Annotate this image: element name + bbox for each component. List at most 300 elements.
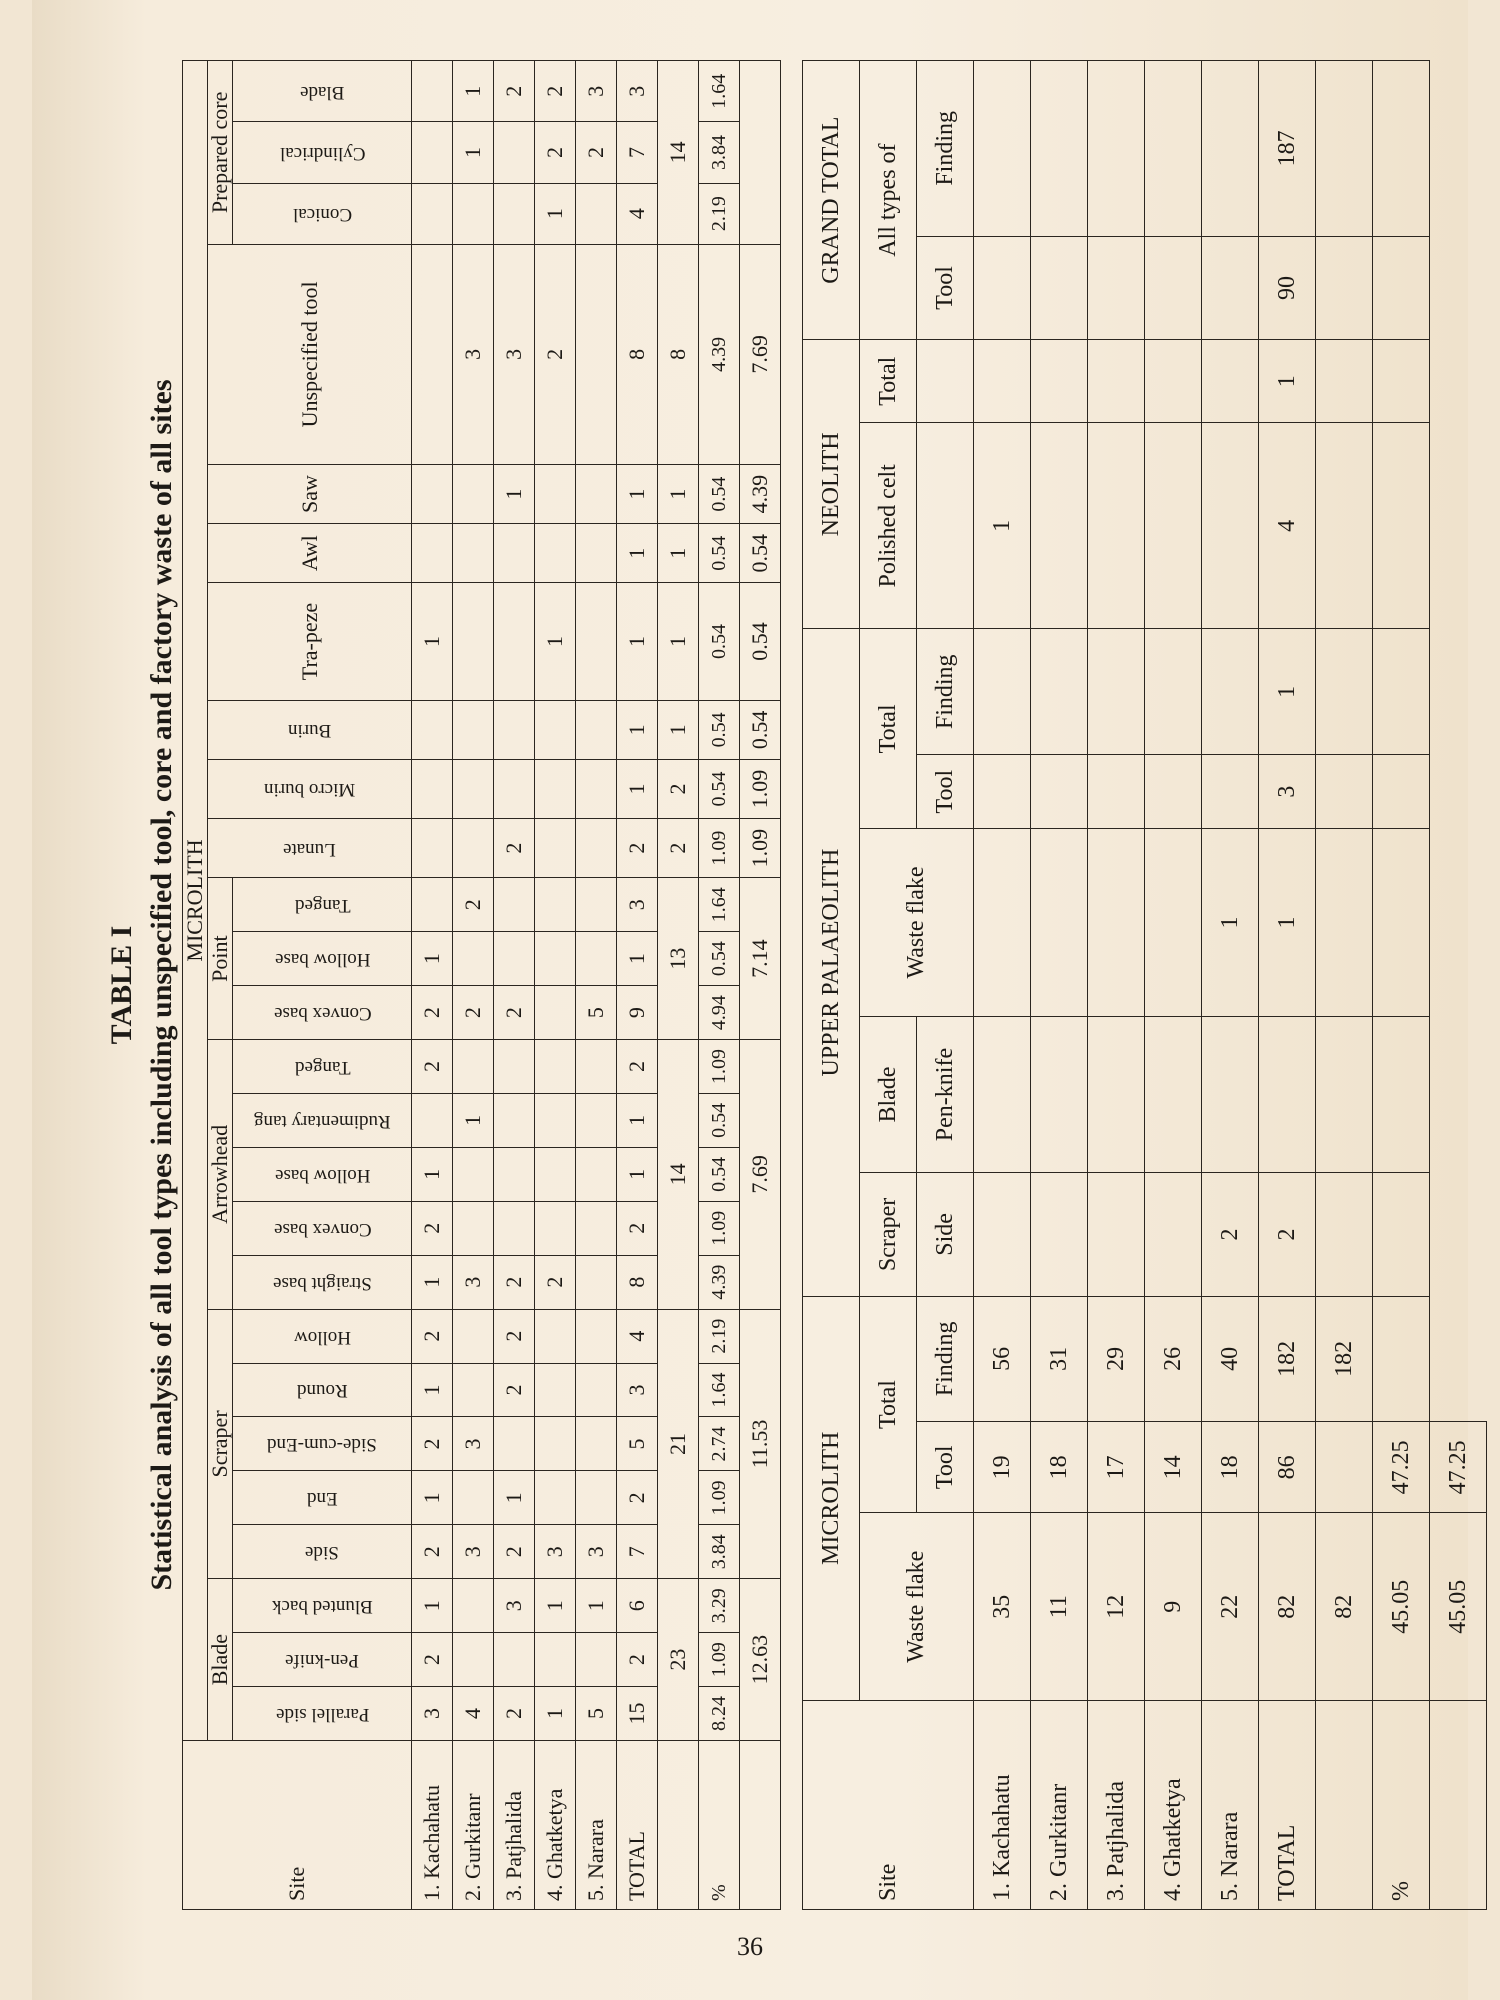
table-cell: 1 xyxy=(576,1579,617,1633)
table-cell: 2.19 xyxy=(699,183,740,244)
group-percent-cell: 0.54 xyxy=(740,700,781,759)
point-group-header: Point xyxy=(208,878,233,1040)
total-header-3: Total xyxy=(860,340,917,423)
table-cell: 1 xyxy=(412,932,453,986)
grand-total-header: GRAND TOTAL xyxy=(803,61,860,340)
table-cell: 15 xyxy=(617,1687,658,1741)
table-cell xyxy=(1316,340,1373,423)
table-cell xyxy=(1373,1173,1430,1296)
table-cell: 1 xyxy=(1259,629,1316,755)
table-cell xyxy=(494,1040,535,1094)
table-cell: 1 xyxy=(412,1471,453,1525)
site-label: 2. Gurkitanr xyxy=(1031,1701,1088,1910)
table-cell xyxy=(1031,755,1088,829)
table-cell: 3 xyxy=(576,61,617,122)
table-cell: 1 xyxy=(535,183,576,244)
summary-percent-row-2 xyxy=(1430,61,1487,1910)
table-title xyxy=(102,60,182,1910)
table-cell xyxy=(974,340,1031,423)
table-cell xyxy=(1373,61,1430,237)
table-cell: 4 xyxy=(453,1687,494,1741)
group-percent-cell: 7.69 xyxy=(740,244,781,464)
table-cell: 2 xyxy=(617,1633,658,1687)
table-cell: 2 xyxy=(535,61,576,122)
table-cell xyxy=(1316,236,1373,340)
table-cell xyxy=(576,819,617,878)
table-cell: 2 xyxy=(412,1040,453,1094)
table-cell: 2 xyxy=(494,819,535,878)
table-cell xyxy=(412,759,453,818)
table-cell xyxy=(1031,629,1088,755)
table-cell: 82 xyxy=(1316,1513,1373,1701)
table-cell: 3 xyxy=(617,878,658,932)
table-number: TABLE I xyxy=(105,925,138,1045)
table-cell xyxy=(576,464,617,523)
group-total-cell: 1 xyxy=(658,464,699,523)
table-cell: 1 xyxy=(617,524,658,583)
table-cell: 2 xyxy=(494,1525,535,1579)
table-cell: 86 xyxy=(1259,1422,1316,1513)
table-cell xyxy=(1316,629,1373,755)
table-cell xyxy=(453,932,494,986)
table-row xyxy=(494,61,535,1910)
site-label xyxy=(1316,1701,1373,1910)
table-cell: 8 xyxy=(617,1255,658,1309)
lunate-header: Lunate xyxy=(208,819,412,878)
table-cell xyxy=(494,122,535,183)
table-cell xyxy=(1031,340,1088,423)
table-cell xyxy=(1145,629,1202,755)
table-cell xyxy=(1202,1016,1259,1173)
polished-celt-header: Polished celt xyxy=(860,423,917,629)
col-header-11: Rudimentary tang xyxy=(233,1093,412,1147)
table-cell: 4 xyxy=(1259,423,1316,629)
table-cell: 1.09 xyxy=(699,819,740,878)
table-cell xyxy=(1088,755,1145,829)
table-cell xyxy=(1031,1173,1088,1296)
table-cell xyxy=(1145,340,1202,423)
group-percent-cell xyxy=(740,61,781,245)
table-cell xyxy=(453,819,494,878)
table-cell: 3.29 xyxy=(699,1579,740,1633)
group-total-cell: 23 xyxy=(658,1579,699,1741)
table-cell: 1.09 xyxy=(699,1471,740,1525)
table-cell xyxy=(1373,236,1430,340)
table-cell xyxy=(453,464,494,523)
table-cell: 1 xyxy=(1259,829,1316,1017)
table-cell xyxy=(535,1471,576,1525)
site-label: 1. Kachahatu xyxy=(412,1741,453,1910)
group-total-cell: 13 xyxy=(658,878,699,1040)
table-cell: 26 xyxy=(1145,1296,1202,1422)
table-cell: 1 xyxy=(617,700,658,759)
table-cell xyxy=(535,1633,576,1687)
summary-table xyxy=(802,60,1487,1910)
table-cell xyxy=(453,1363,494,1417)
tool-types-table xyxy=(182,60,781,1910)
page-number: 36 xyxy=(737,1932,763,1961)
col-header-13: Convex base xyxy=(233,986,412,1040)
table-cell xyxy=(1202,340,1259,423)
table-cell: 0.54 xyxy=(699,1147,740,1201)
table-cell xyxy=(535,700,576,759)
table-cell xyxy=(1031,236,1088,340)
table-cell xyxy=(974,829,1031,1017)
table-cell xyxy=(576,759,617,818)
finding-header-4: Finding xyxy=(917,61,974,237)
table-cell xyxy=(1088,1173,1145,1296)
saw-header: Saw xyxy=(208,464,412,523)
table-cell xyxy=(1202,629,1259,755)
site-label: 3. Patjhalida xyxy=(1088,1701,1145,1910)
table-cell xyxy=(1316,61,1373,237)
table-cell xyxy=(576,244,617,464)
prepared-core-header: Prepared core xyxy=(208,61,233,245)
table-cell xyxy=(494,183,535,244)
table-cell: 82 xyxy=(1259,1513,1316,1701)
table-cell: 1.64 xyxy=(699,1363,740,1417)
trapeze-header: Tra-peze xyxy=(208,583,412,700)
table-cell: 14 xyxy=(1145,1422,1202,1513)
table-cell: 2 xyxy=(1202,1173,1259,1296)
table-cell: 2 xyxy=(412,1417,453,1471)
waste-flake-header: Waste flake xyxy=(860,1513,974,1701)
table-cell xyxy=(974,1173,1031,1296)
table-cell xyxy=(412,122,453,183)
table-cell: 2 xyxy=(494,1363,535,1417)
table-cell xyxy=(412,1093,453,1147)
table-cell xyxy=(576,1040,617,1094)
table-cell xyxy=(494,878,535,932)
table-cell xyxy=(1202,236,1259,340)
table-cell xyxy=(535,1309,576,1363)
group-total-cell: 8 xyxy=(658,244,699,464)
table-cell xyxy=(1145,423,1202,629)
table-cell xyxy=(576,878,617,932)
table-cell xyxy=(1316,1016,1373,1173)
table-cell: 3.84 xyxy=(699,122,740,183)
table-cell: 1.64 xyxy=(699,878,740,932)
table-cell: 0.54 xyxy=(699,700,740,759)
table-cell xyxy=(1088,61,1145,237)
table-cell: 2 xyxy=(412,1201,453,1255)
table-cell xyxy=(535,464,576,523)
table-row xyxy=(453,61,494,1910)
table-cell: 1 xyxy=(412,583,453,700)
group-total-cell: 14 xyxy=(658,61,699,245)
table-cell: 3 xyxy=(1259,755,1316,829)
group-total-cell: 21 xyxy=(658,1309,699,1579)
site-label xyxy=(740,1741,781,1910)
table-cell: 18 xyxy=(1202,1422,1259,1513)
table-cell: 47.25 xyxy=(1430,1422,1487,1513)
table-cell xyxy=(1145,61,1202,237)
table-cell xyxy=(453,1040,494,1094)
pen-knife-header: Pen-knife xyxy=(917,1016,974,1173)
table-cell xyxy=(453,1633,494,1687)
table-cell: 2 xyxy=(617,1201,658,1255)
percent-row xyxy=(699,61,740,1910)
table-cell: 7 xyxy=(617,1525,658,1579)
table-cell xyxy=(494,1633,535,1687)
table-cell: 45.05 xyxy=(1373,1513,1430,1701)
table-cell: 1 xyxy=(412,1363,453,1417)
site-label: 3. Patjhalida xyxy=(494,1741,535,1910)
table-cell: 0.54 xyxy=(699,932,740,986)
table-cell: 47.25 xyxy=(1373,1422,1430,1513)
table-cell: 187 xyxy=(1259,61,1316,237)
table-cell xyxy=(453,583,494,700)
table-cell: 1 xyxy=(453,122,494,183)
table-cell xyxy=(453,759,494,818)
table-cell xyxy=(974,629,1031,755)
table-cell xyxy=(535,524,576,583)
table-cell: 7 xyxy=(617,122,658,183)
table-cell: 3 xyxy=(576,1525,617,1579)
site-label: 5. Narara xyxy=(1202,1701,1259,1910)
table-cell: 2 xyxy=(535,122,576,183)
table-cell: 1 xyxy=(494,1471,535,1525)
table-cell: 2 xyxy=(412,1309,453,1363)
table-cell: 4.39 xyxy=(699,1255,740,1309)
table-cell: 0.54 xyxy=(699,583,740,700)
table-cell: 1 xyxy=(535,583,576,700)
table-cell: 2 xyxy=(494,1687,535,1741)
table-cell xyxy=(494,759,535,818)
table-cell: 3 xyxy=(453,1417,494,1471)
table-cell xyxy=(1145,1016,1202,1173)
table-cell xyxy=(1202,755,1259,829)
table-cell: 5 xyxy=(617,1417,658,1471)
side-header: Side xyxy=(917,1173,974,1296)
table-cell xyxy=(576,1363,617,1417)
col-header-14: Hollow base xyxy=(233,932,412,986)
summary-total-row xyxy=(1259,61,1316,1910)
table-cell: 182 xyxy=(1316,1296,1373,1422)
table-cell xyxy=(412,464,453,523)
table-cell: 3 xyxy=(453,244,494,464)
table-cell: 1 xyxy=(617,583,658,700)
table-cell xyxy=(576,183,617,244)
table-cell xyxy=(1316,1422,1373,1513)
table-cell: 1 xyxy=(617,932,658,986)
table-cell xyxy=(576,1417,617,1471)
neolith-header: NEOLITH xyxy=(803,340,860,629)
table-cell xyxy=(576,1309,617,1363)
col-header-8: Straight base xyxy=(233,1255,412,1309)
table-cell xyxy=(453,1201,494,1255)
table-cell xyxy=(1088,629,1145,755)
table-cell: 0.54 xyxy=(699,524,740,583)
table-cell: 1 xyxy=(1259,340,1316,423)
table-row xyxy=(535,61,576,1910)
table-cell: 1 xyxy=(617,1147,658,1201)
table-cell xyxy=(412,878,453,932)
table-cell xyxy=(494,1417,535,1471)
table-cell: 2 xyxy=(494,986,535,1040)
table-cell: 18 xyxy=(1031,1422,1088,1513)
table-cell: 1 xyxy=(535,1687,576,1741)
table-cell: 31 xyxy=(1031,1296,1088,1422)
table-cell: 56 xyxy=(974,1296,1031,1422)
group-total-cell: 2 xyxy=(658,819,699,878)
table-cell: 2 xyxy=(617,1471,658,1525)
table-cell xyxy=(1202,423,1259,629)
table-cell: 40 xyxy=(1202,1296,1259,1422)
arrowhead-group-header: Arrowhead xyxy=(208,1040,233,1310)
table-cell: 2 xyxy=(412,1633,453,1687)
table-cell xyxy=(1088,236,1145,340)
table-cell: 1 xyxy=(974,423,1031,629)
table-cell xyxy=(535,986,576,1040)
col-header-1: Pen-knife xyxy=(233,1633,412,1687)
table-cell xyxy=(535,932,576,986)
table-cell: 3 xyxy=(453,1525,494,1579)
table-cell: 3 xyxy=(494,1579,535,1633)
site-label xyxy=(1430,1701,1487,1910)
summary-row xyxy=(1031,61,1088,1910)
col-header-5: Side-cum-End xyxy=(233,1417,412,1471)
table-cell xyxy=(1031,423,1088,629)
table-cell xyxy=(576,700,617,759)
table-cell xyxy=(1316,755,1373,829)
table-cell xyxy=(576,1255,617,1309)
group-percent-cell: 1.09 xyxy=(740,759,781,818)
table-cell xyxy=(535,819,576,878)
col-header-2: Blunted back xyxy=(233,1579,412,1633)
table-cell: 4.94 xyxy=(699,986,740,1040)
table-cell: 3 xyxy=(617,1363,658,1417)
total-row xyxy=(617,61,658,1910)
finding-header-2: Finding xyxy=(917,629,974,755)
table-cell xyxy=(412,183,453,244)
col-header-3: Side xyxy=(233,1525,412,1579)
finding-header-3 xyxy=(917,423,974,629)
core-col-header-16: Conical xyxy=(233,183,412,244)
table-cell xyxy=(1373,1296,1430,1422)
awl-header: Awl xyxy=(208,524,412,583)
table-cell xyxy=(1145,236,1202,340)
site-label xyxy=(658,1741,699,1910)
scraper-group-header: Scraper xyxy=(208,1309,233,1579)
table-cell: 29 xyxy=(1088,1296,1145,1422)
core-col-header-17: Cylindrical xyxy=(233,122,412,183)
summary-percent-row xyxy=(1373,61,1430,1910)
group-percent-cell: 11.53 xyxy=(740,1309,781,1579)
summary-total-row-2 xyxy=(1316,61,1373,1910)
scraper-header-2: Scraper xyxy=(860,1173,917,1296)
group-percent-cell: 0.54 xyxy=(740,524,781,583)
col-header-9: Convex base xyxy=(233,1201,412,1255)
table-cell: 1 xyxy=(535,1579,576,1633)
table-cell xyxy=(1373,423,1430,629)
table-cell: 2 xyxy=(412,1525,453,1579)
table-cell xyxy=(576,1633,617,1687)
table-cell xyxy=(1145,829,1202,1017)
site-column-header-2: Site xyxy=(803,1701,974,1910)
table-cell xyxy=(576,524,617,583)
microlith-header: MICROLITH xyxy=(183,61,208,1741)
table-cell xyxy=(494,524,535,583)
table-cell: 182 xyxy=(1259,1296,1316,1422)
group-percent-row xyxy=(740,61,781,1910)
table-cell xyxy=(1316,423,1373,629)
table-cell xyxy=(974,236,1031,340)
table-cell xyxy=(1373,1016,1430,1173)
table-cell xyxy=(576,1201,617,1255)
summary-row xyxy=(1202,61,1259,1910)
col-header-4: End xyxy=(233,1471,412,1525)
table-cell: 3 xyxy=(412,1687,453,1741)
site-label: 1. Kachahatu xyxy=(974,1701,1031,1910)
table-cell: 35 xyxy=(974,1513,1031,1701)
site-label: TOTAL xyxy=(1259,1701,1316,1910)
table-cell xyxy=(1145,1173,1202,1296)
table-cell: 1 xyxy=(453,61,494,122)
table-cell xyxy=(535,878,576,932)
group-percent-cell: 0.54 xyxy=(740,583,781,700)
table-cell: 2 xyxy=(617,1040,658,1094)
table-cell xyxy=(494,1201,535,1255)
table-cell xyxy=(1316,829,1373,1017)
table-cell xyxy=(1031,829,1088,1017)
table-cell: 4.39 xyxy=(699,244,740,464)
table-cell: 3 xyxy=(494,244,535,464)
table-cell: 1.09 xyxy=(699,1040,740,1094)
total-header: Total xyxy=(860,1296,917,1513)
tool-header-3 xyxy=(917,340,974,423)
total-header-2: Total xyxy=(860,629,917,829)
table-cell: 5 xyxy=(576,986,617,1040)
table-cell xyxy=(494,932,535,986)
group-total-row xyxy=(658,61,699,1910)
table-cell: 17 xyxy=(1088,1422,1145,1513)
waste-flake-header-2: Waste flake xyxy=(860,829,974,1017)
table-row xyxy=(412,61,453,1910)
table-cell: 2 xyxy=(453,878,494,932)
table-cell: 4 xyxy=(617,1309,658,1363)
table-cell: 3 xyxy=(535,1525,576,1579)
table-cell: 19 xyxy=(974,1422,1031,1513)
table-cell: 2 xyxy=(535,244,576,464)
table-cell: 2 xyxy=(494,1255,535,1309)
table-cell: 1 xyxy=(412,1579,453,1633)
summary-row xyxy=(1088,61,1145,1910)
table-cell xyxy=(494,1093,535,1147)
table-cell: 9 xyxy=(1145,1513,1202,1701)
tool-header: Tool xyxy=(917,1422,974,1513)
table-cell xyxy=(576,583,617,700)
tool-header-4: Tool xyxy=(917,236,974,340)
blade-group-header: Blade xyxy=(208,1579,233,1741)
table-cell: 1 xyxy=(1202,829,1259,1017)
group-total-cell: 1 xyxy=(658,524,699,583)
table-cell: 1 xyxy=(412,1147,453,1201)
table-cell xyxy=(412,819,453,878)
table-cell xyxy=(412,61,453,122)
table-cell: 3 xyxy=(617,61,658,122)
table-cell: 2 xyxy=(494,61,535,122)
table-cell: 22 xyxy=(1202,1513,1259,1701)
site-label: 4. Ghatketya xyxy=(535,1741,576,1910)
table-cell: 11 xyxy=(1031,1513,1088,1701)
table-cell: 1 xyxy=(617,464,658,523)
table-cell: 8 xyxy=(617,244,658,464)
site-label: 2. Gurkitanr xyxy=(453,1741,494,1910)
table-cell xyxy=(1373,629,1430,755)
group-percent-cell: 7.69 xyxy=(740,1040,781,1310)
table-cell xyxy=(453,183,494,244)
